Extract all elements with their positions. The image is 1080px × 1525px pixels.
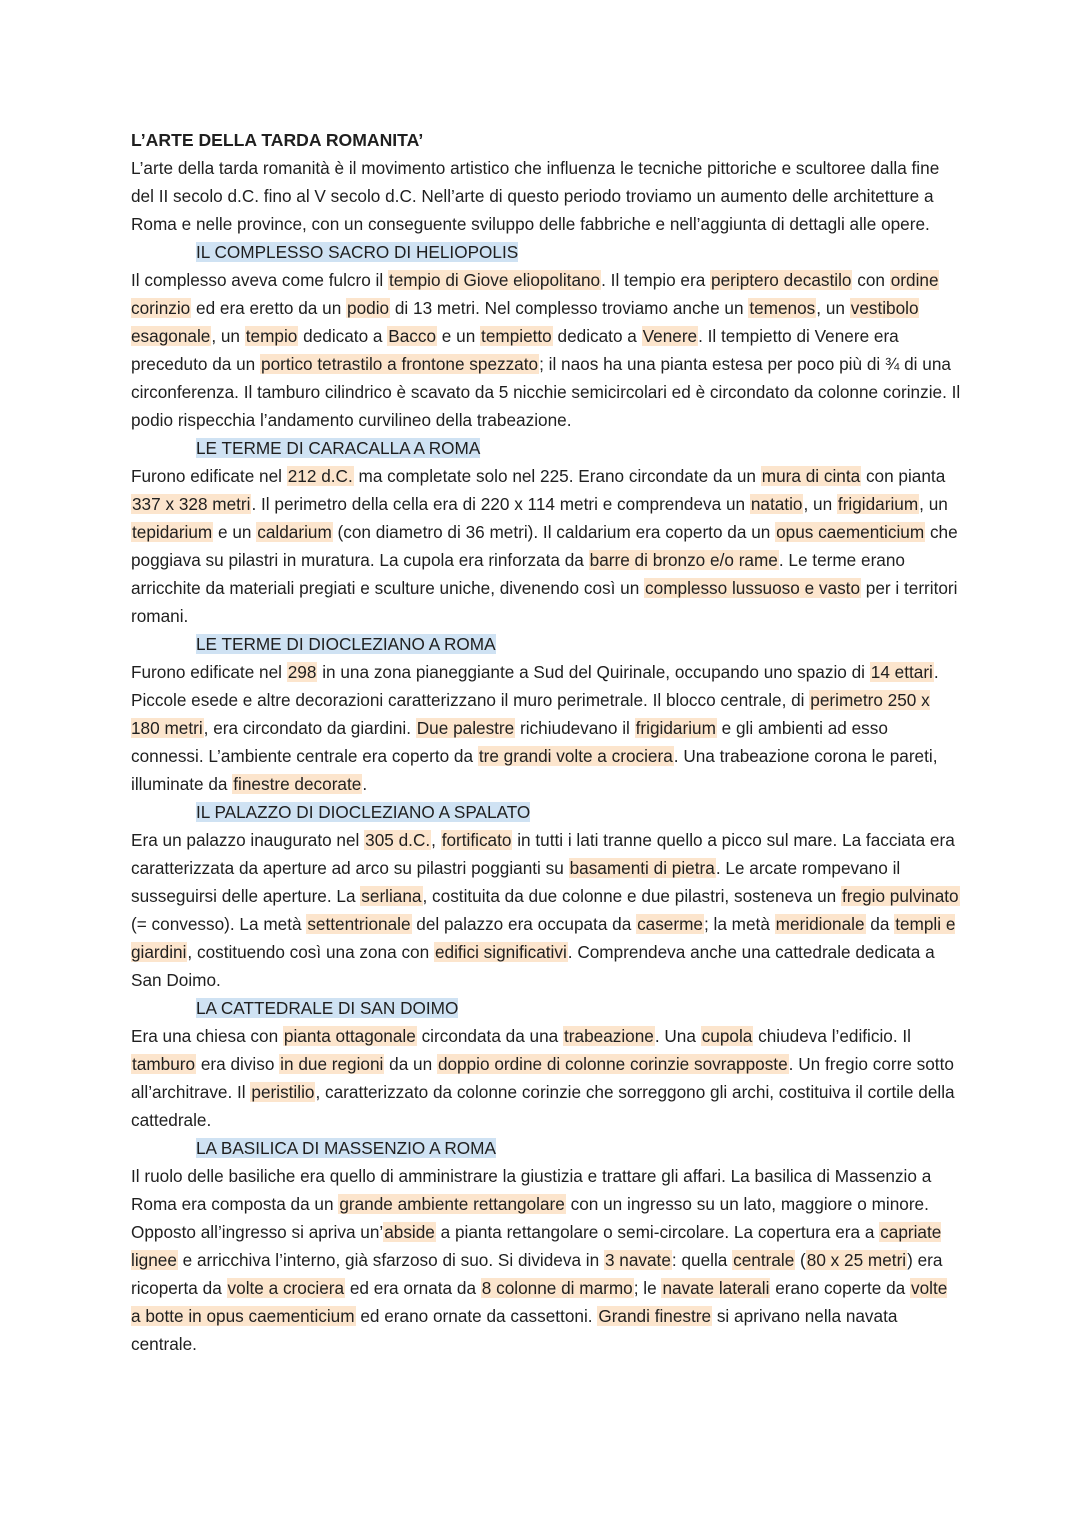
highlighted-keyword: podio (347, 298, 390, 318)
highlighted-keyword: tamburo (132, 1054, 196, 1074)
highlighted-keyword: barre di bronzo e/o rame (589, 550, 778, 570)
text-run: circondata da una (416, 1026, 564, 1046)
highlighted-keyword: abside (384, 1222, 435, 1242)
text-run: ed era ornata da (345, 1278, 481, 1298)
highlighted-keyword: opus caementicium (776, 522, 925, 542)
highlighted-keyword: tepidarium (132, 522, 213, 542)
text-run: chiudeva l’edificio. Il (753, 1026, 911, 1046)
highlighted-keyword: volte a crociera (227, 1278, 345, 1298)
highlighted-keyword: 14 ettari (870, 662, 933, 682)
highlighted-keyword: frigidarium (635, 718, 716, 738)
highlighted-keyword: navate laterali (662, 1278, 770, 1298)
section-heading (131, 630, 961, 658)
section-heading (131, 434, 961, 462)
section-heading-text: LA CATTEDRALE DI SAN DOIMO (196, 998, 459, 1018)
text-run: . Comprendeva anche una cattedrale dedicata a San Doimo. (131, 942, 935, 990)
highlighted-keyword: centrale (733, 1250, 795, 1270)
highlighted-keyword: 305 d.C. (365, 830, 431, 850)
document-page (131, 126, 961, 1358)
text-run: e arricchiva l’interno, già sfarzoso di suo. Si divideva in (177, 1250, 604, 1270)
highlighted-keyword: trabeazione (564, 1026, 654, 1046)
sections-container (131, 238, 961, 1358)
text-run: e un (437, 326, 481, 346)
text-run: Era un palazzo inaugurato nel (131, 830, 365, 850)
highlighted-keyword: fregio pulvinato (842, 886, 959, 906)
highlighted-keyword: 298 (287, 662, 317, 682)
text-run: . Il perimetro della cella era di 220 x 114 metri e comprendeva un (251, 494, 750, 514)
highlighted-keyword: settentrionale (307, 914, 411, 934)
section-heading (131, 1134, 961, 1162)
section-paragraph (131, 826, 961, 994)
highlighted-keyword: tempietto (481, 326, 552, 346)
text-run: e gli ambienti ad esso connessi. L’ambiente centrale era coperto da (131, 718, 888, 766)
text-run: . Il tempietto di Venere era preceduto da un (131, 326, 899, 374)
highlighted-keyword: caldarium (257, 522, 332, 542)
highlighted-keyword: natatio (750, 494, 803, 514)
highlighted-keyword: portico tetrastilo a frontone spezzato (261, 354, 539, 374)
text-run: con pianta (861, 466, 946, 486)
section-heading-text: LE TERME DI DIOCLEZIANO A ROMA (196, 634, 496, 654)
text-run: in una zona pianeggiante a Sud del Quirinale, occupando uno spazio di (317, 662, 870, 682)
text-run: . Una (654, 1026, 701, 1046)
text-run: , caratterizzato da colonne corinzie che sorreggono gli archi, costituiva il cortile della cattedrale. (131, 1082, 955, 1130)
highlighted-keyword: edifici significativi (434, 942, 567, 962)
highlighted-keyword: in due regioni (280, 1054, 384, 1074)
text-run: era diviso (196, 1054, 280, 1074)
text-run: . Piccole esede e altre decorazioni caratterizzano il muro perimetrale. Il blocco centrale, di (131, 662, 939, 710)
text-run: erano coperte da (770, 1278, 910, 1298)
text-run: . Una trabeazione corona le pareti, illuminate da (131, 746, 938, 794)
text-run: , costituita da due colonne e due pilastri, sosteneva un (422, 886, 842, 906)
text-run: , (431, 830, 441, 850)
text-run: che poggiava su pilastri in muratura. La cupola era rinforzata da (131, 522, 958, 570)
text-run: si aprivano nella navata centrale. (131, 1306, 898, 1354)
text-run: da (865, 914, 895, 934)
text-run: . Il tempio era (601, 270, 711, 290)
highlighted-keyword: 80 x 25 metri (806, 1250, 907, 1270)
highlighted-keyword: fortificato (441, 830, 512, 850)
section-paragraph (131, 1162, 961, 1358)
text-run: ; la metà (703, 914, 775, 934)
text-run: ( (795, 1250, 806, 1270)
highlighted-keyword: pianta ottagonale (283, 1026, 416, 1046)
highlighted-keyword: 337 x 328 metri (132, 494, 251, 514)
section-paragraph (131, 462, 961, 630)
highlighted-keyword: 3 navate (604, 1250, 671, 1270)
highlighted-keyword: 212 d.C. (287, 466, 353, 486)
highlighted-keyword: tempio (245, 326, 298, 346)
section-heading (131, 994, 961, 1022)
section-heading-text: IL COMPLESSO SACRO DI HELIOPOLIS (196, 242, 519, 262)
text-run: richiudevano il (515, 718, 635, 738)
text-run: : quella (671, 1250, 733, 1270)
text-run: ; le (633, 1278, 662, 1298)
highlighted-keyword: finestre decorate (233, 774, 362, 794)
text-run: dedicato a (298, 326, 388, 346)
highlighted-keyword: frigidarium (837, 494, 919, 514)
text-run: Il complesso aveva come fulcro il (131, 270, 388, 290)
text-run: e un (213, 522, 257, 542)
highlighted-keyword: volte a botte in opus caementicium (131, 1278, 948, 1326)
text-run: , era circondato da giardini. (203, 718, 416, 738)
highlighted-keyword: Due palestre (416, 718, 515, 738)
text-run: di 13 metri. Nel complesso troviamo anche un (390, 298, 749, 318)
highlighted-keyword: Grandi finestre (598, 1306, 712, 1326)
text-run: in tutti i lati tranne quello a picco sul mare. La facciata era caratterizzata da aperture ad arco su pilastri poggianti su (131, 830, 955, 878)
highlighted-keyword: Venere (642, 326, 698, 346)
highlighted-keyword: templi e giardini (131, 914, 956, 962)
section-paragraph (131, 658, 961, 798)
text-run: . Un fregio corre sotto all’architrave. Il (131, 1054, 954, 1102)
text-run: , un (816, 298, 850, 318)
text-run: a pianta rettangolare o semi-circolare. La copertura era a (435, 1222, 880, 1242)
section-heading-text: LA BASILICA DI MASSENZIO A ROMA (196, 1138, 496, 1158)
section-heading (131, 798, 961, 826)
text-run: del palazzo era occupata da (411, 914, 637, 934)
highlighted-keyword: caserme (637, 914, 703, 934)
highlighted-keyword: vestibolo esagonale (131, 298, 919, 346)
section-heading-text: IL PALAZZO DI DIOCLEZIANO A SPALATO (196, 802, 531, 822)
highlighted-keyword: mura di cinta (761, 466, 861, 486)
highlighted-keyword: complesso lussuoso e vasto (645, 578, 860, 598)
section-paragraph (131, 1022, 961, 1134)
highlighted-keyword: ordine corinzio (131, 270, 939, 318)
document-title: L’ARTE DELLA TARDA ROMANITA’ (131, 130, 424, 150)
highlighted-keyword: grande ambiente rettangolare (339, 1194, 565, 1214)
text-run: , costituendo così una zona con (187, 942, 434, 962)
text-run: (= convesso). La metà (131, 914, 307, 934)
text-run: . Le terme erano arricchite da materiali pregiati e sculture uniche, divenendo così un (131, 550, 905, 598)
highlighted-keyword: meridionale (775, 914, 865, 934)
highlighted-keyword: doppio ordine di colonne corinzie sovrapposte (437, 1054, 788, 1074)
section-heading (131, 238, 961, 266)
highlighted-keyword: cupola (701, 1026, 753, 1046)
text-run: Furono edificate nel (131, 466, 287, 486)
text-run: Furono edificate nel (131, 662, 287, 682)
text-run: ma completate solo nel 225. Erano circondate da un (353, 466, 761, 486)
text-run: ed erano ornate da cassettoni. (355, 1306, 598, 1326)
highlighted-keyword: perimetro 250 x 180 metri (131, 690, 930, 738)
highlighted-keyword: tempio di Giove eliopolitano (388, 270, 601, 290)
intro-paragraph: L’arte della tarda romanità è il movimento artistico che influenza le tecniche pittoriche e scultoree dalla fine del II secolo d.C. fino al V secolo d.C. Nell’arte di questo periodo troviamo un aumento delle architetture a Roma e nelle province, con un conseguente sviluppo delle fabbriche e nell’aggiunta di dettagli alle opere. (131, 158, 940, 234)
section-paragraph (131, 266, 961, 434)
text-run: ed era eretto da un (191, 298, 347, 318)
text-run: , un (919, 494, 948, 514)
text-run: (con diametro di 36 metri). Il caldarium era coperto da un (332, 522, 776, 542)
text-run: Era una chiesa con (131, 1026, 283, 1046)
text-run: , un (211, 326, 245, 346)
text-run: Il ruolo delle basiliche era quello di amministrare la giustizia e trattare gli affari. La basilica di Massenzio a Roma era composta da un (131, 1166, 932, 1214)
highlighted-keyword: periptero decastilo (711, 270, 852, 290)
text-run: dedicato a (552, 326, 642, 346)
text-run: per i territori romani. (131, 578, 958, 626)
highlighted-keyword: basamenti di pietra (569, 858, 715, 878)
text-run: da un (384, 1054, 437, 1074)
highlighted-keyword: temenos (749, 298, 816, 318)
text-run: ; il naos ha una pianta estesa per poco più di ¾ di una circonferenza. Il tamburo cilindrico è scavato da 5 nicchie semicircolari ed è circondato da colonne corinzie. Il podio rispecchia l’andamento curvilineo della trabeazione. (131, 354, 961, 430)
highlighted-keyword: serliana (361, 886, 422, 906)
highlighted-keyword: peristilio (251, 1082, 315, 1102)
text-run: . (362, 774, 368, 794)
text-run: , un (803, 494, 837, 514)
section-heading-text: LE TERME DI CARACALLA A ROMA (196, 438, 481, 458)
text-run: con (852, 270, 890, 290)
highlighted-keyword: Bacco (388, 326, 437, 346)
highlighted-keyword: capriate lignee (131, 1222, 942, 1270)
text-run: ) era ricoperta da (131, 1250, 943, 1298)
highlighted-keyword: 8 colonne di marmo (481, 1278, 633, 1298)
text-run: . Le arcate rompevano il susseguirsi delle aperture. La (131, 858, 901, 906)
highlighted-keyword: tre grandi volte a crociera (478, 746, 673, 766)
text-run: con un ingresso su un lato, maggiore o minore. Opposto all’ingresso si apriva un’ (131, 1194, 929, 1242)
